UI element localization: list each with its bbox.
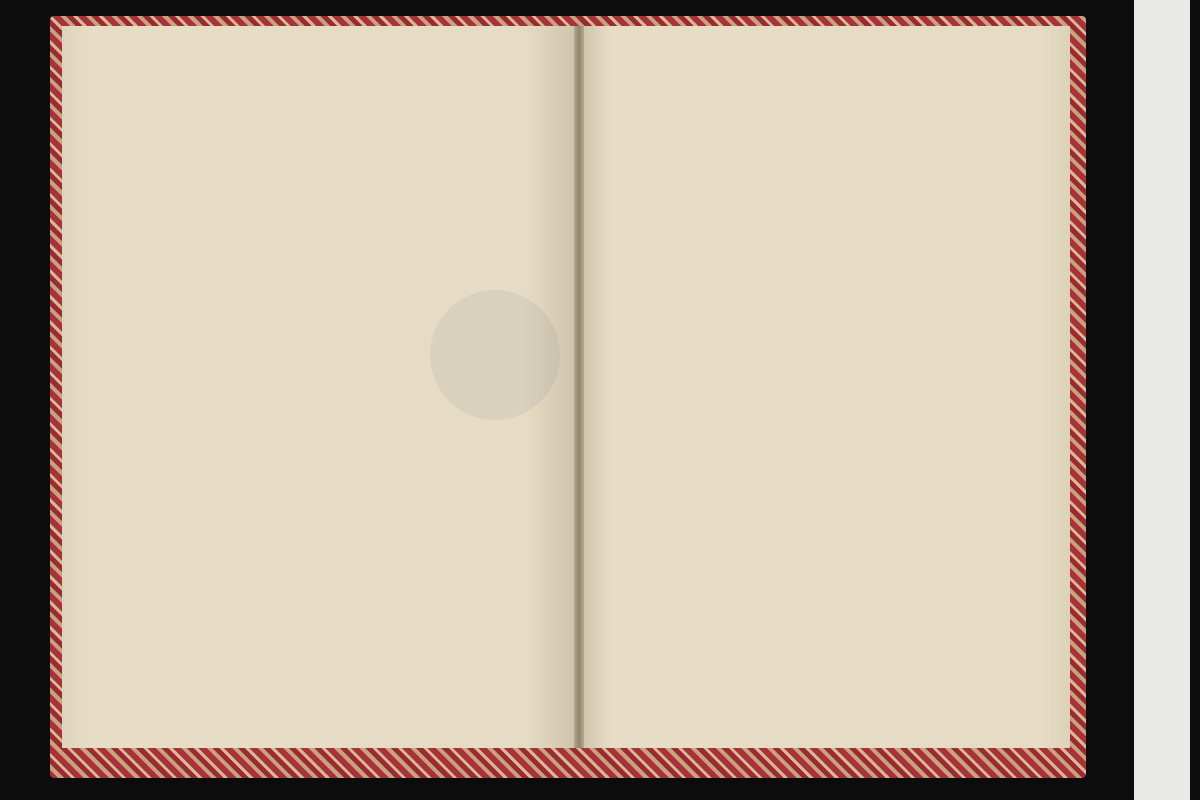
right-page xyxy=(582,26,1070,748)
book-gutter xyxy=(574,26,584,748)
measuring-ruler xyxy=(1134,0,1190,800)
watermark-logo xyxy=(430,290,560,420)
